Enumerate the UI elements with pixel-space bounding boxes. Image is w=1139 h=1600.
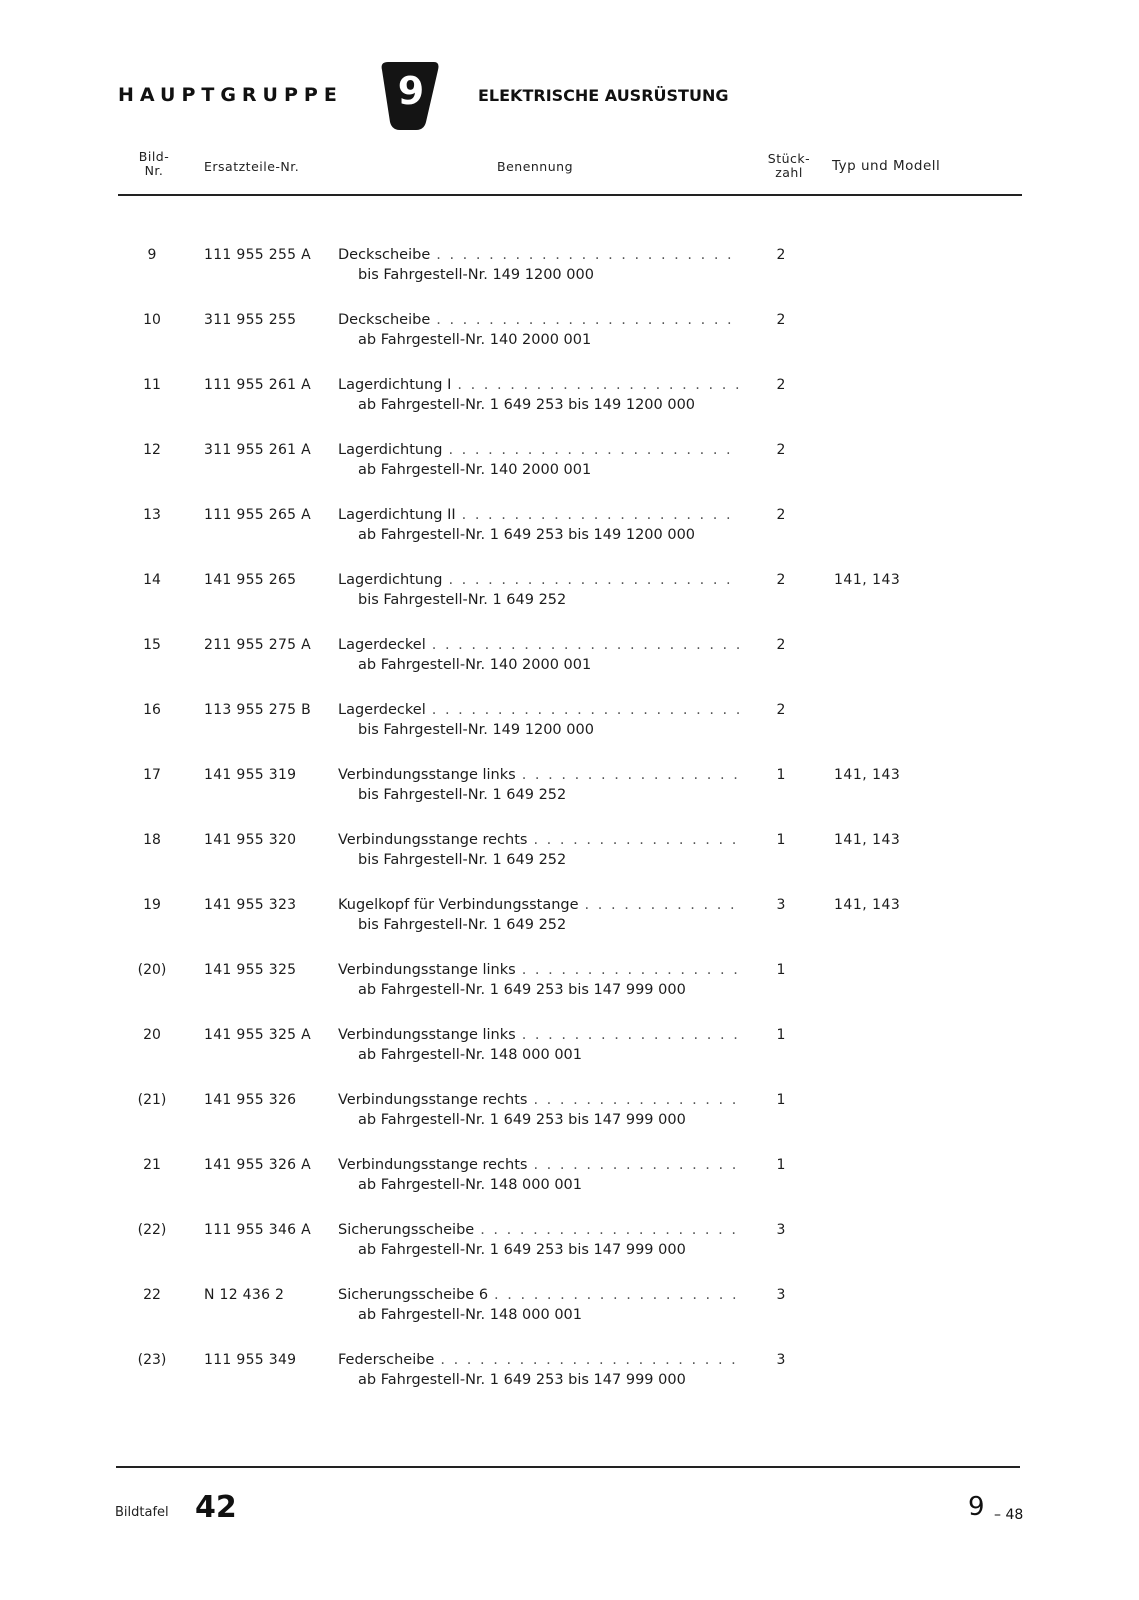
leader-dots [432,637,740,653]
col-header-bild-line2: Nr. [144,163,164,178]
plate-label: Bildtafel [115,1505,169,1520]
part-description [338,637,740,673]
leader-dots [480,1222,740,1238]
part-description [338,377,740,413]
type-model: 141, 143 [834,572,901,588]
leader-dots [522,1027,740,1043]
table-row [0,1287,1139,1337]
group-number-badge [380,56,442,132]
page-header [0,0,1139,200]
chassis-range-note: bis Fahrgestell-Nr. 1 649 252 [358,917,567,933]
bild-nr: 19 [143,897,161,913]
part-name: Deckscheibe [338,247,431,263]
leader-dots [533,1092,740,1108]
bild-nr: 22 [143,1287,161,1303]
part-number: 111 955 346 A [204,1222,311,1238]
table-row [0,897,1139,947]
part-description [338,507,740,543]
quantity: 1 [776,1092,786,1108]
bild-nr: 17 [143,767,161,783]
quantity: 3 [776,1352,786,1368]
part-description [338,962,740,998]
bild-nr: 14 [143,572,161,588]
part-description [338,572,740,608]
part-name: Verbindungsstange links [338,1027,516,1043]
table-row [0,832,1139,882]
chassis-range-note: ab Fahrgestell-Nr. 140 2000 001 [358,462,592,478]
part-description [338,442,740,478]
leader-dots [522,962,740,978]
part-number: 111 955 349 [204,1352,297,1368]
bild-nr: 9 [147,247,157,263]
part-number: 141 955 325 A [204,1027,311,1043]
part-number: 141 955 319 [204,767,297,783]
chassis-range-note: ab Fahrgestell-Nr. 148 000 001 [358,1047,583,1063]
part-description [338,1157,740,1193]
leader-dots [432,702,740,718]
part-description [338,1222,740,1258]
chassis-range-note: ab Fahrgestell-Nr. 140 2000 001 [358,332,592,348]
part-name: Verbindungsstange rechts [338,832,528,848]
part-name: Verbindungsstange rechts [338,1157,528,1173]
part-number: 311 955 261 A [204,442,311,458]
leader-dots [448,572,740,588]
type-model: 141, 143 [834,832,901,848]
leader-dots [457,377,740,393]
part-name: Lagerdichtung I [338,377,452,393]
quantity: 1 [776,1027,786,1043]
table-row [0,1092,1139,1142]
part-name: Deckscheibe [338,312,431,328]
part-description [338,702,740,738]
quantity: 2 [776,377,786,393]
part-number: 111 955 261 A [204,377,311,393]
part-number: 141 955 265 [204,572,297,588]
leader-dots [448,442,740,458]
table-row [0,1352,1139,1402]
group-title: HAUPTGRUPPE [118,84,343,106]
table-row [0,247,1139,297]
table-row [0,377,1139,427]
col-header-benennung: Benennung [497,159,574,174]
leader-dots [494,1287,740,1303]
part-name: Sicherungsscheibe [338,1222,475,1238]
part-description [338,1092,740,1128]
header-divider [118,194,1022,196]
table-row [0,507,1139,557]
part-number: N 12 436 2 [204,1287,285,1303]
part-description [338,1287,740,1323]
chassis-range-note: ab Fahrgestell-Nr. 1 649 253 bis 147 999 000 [358,1242,686,1258]
leader-dots [522,767,740,783]
quantity: 2 [776,312,786,328]
quantity: 3 [776,1222,786,1238]
quantity: 2 [776,442,786,458]
leader-dots [585,897,740,913]
part-name: Lagerdichtung [338,442,443,458]
chassis-range-note: ab Fahrgestell-Nr. 1 649 253 bis 149 1200 000 [358,397,696,413]
part-name: Sicherungsscheibe 6 [338,1287,489,1303]
bild-nr: 15 [143,637,161,653]
quantity: 2 [776,702,786,718]
quantity: 3 [776,1287,786,1303]
chassis-range-note: bis Fahrgestell-Nr. 1 649 252 [358,852,567,868]
part-name: Lagerdeckel [338,637,426,653]
quantity: 1 [776,1157,786,1173]
part-description [338,897,740,933]
part-name: Verbindungsstange links [338,962,516,978]
leader-dots [436,247,740,263]
quantity: 2 [776,507,786,523]
quantity: 2 [776,247,786,263]
part-name: Lagerdichtung II [338,507,456,523]
group-badge-icon [380,56,442,132]
table-row [0,1222,1139,1272]
part-number: 141 955 320 [204,832,297,848]
part-number: 141 955 323 [204,897,297,913]
part-number: 113 955 275 B [204,702,312,718]
col-header-stueck-line2: zahl [775,165,803,180]
table-row [0,767,1139,817]
leader-dots [440,1352,740,1368]
chassis-range-note: bis Fahrgestell-Nr. 1 649 252 [358,787,567,803]
chassis-range-note: ab Fahrgestell-Nr. 1 649 253 bis 147 999 000 [358,1372,686,1388]
table-row [0,637,1139,687]
table-row [0,962,1139,1012]
part-number: 111 955 265 A [204,507,311,523]
part-description [338,832,740,868]
type-model: 141, 143 [834,897,901,913]
bild-nr: 10 [143,312,161,328]
section-title: ELEKTRISCHE AUSRÜSTUNG [478,86,729,105]
table-row [0,312,1139,362]
part-name: Verbindungsstange rechts [338,1092,528,1108]
bild-nr: (22) [137,1222,167,1238]
chassis-range-note: bis Fahrgestell-Nr. 149 1200 000 [358,722,594,738]
col-header-bild-line1: Bild- [138,149,170,164]
footer-divider [116,1466,1020,1468]
table-row [0,442,1139,492]
group-number: 9 [397,69,425,113]
bild-nr: 16 [143,702,161,718]
bild-nr: 21 [143,1157,161,1173]
part-description [338,767,740,803]
bild-nr: 20 [143,1027,161,1043]
plate-number: 42 [195,1490,237,1525]
leader-dots [462,507,740,523]
bild-nr: (21) [137,1092,167,1108]
part-name: Lagerdeckel [338,702,426,718]
table-row [0,702,1139,752]
part-name: Federscheibe [338,1352,435,1368]
bild-nr: 18 [143,832,161,848]
col-header-stueckzahl [762,152,816,180]
part-name: Lagerdichtung [338,572,443,588]
page-number-sub: – 48 [994,1507,1024,1523]
chassis-range-note: ab Fahrgestell-Nr. 1 649 253 bis 147 999 000 [358,1112,686,1128]
part-name: Kugelkopf für Verbindungsstange [338,897,579,913]
chassis-range-note: ab Fahrgestell-Nr. 148 000 001 [358,1177,583,1193]
table-row [0,1027,1139,1077]
type-model: 141, 143 [834,767,901,783]
chassis-range-note: ab Fahrgestell-Nr. 1 649 253 bis 147 999 000 [358,982,686,998]
part-description [338,247,740,283]
chassis-range-note: ab Fahrgestell-Nr. 1 649 253 bis 149 1200 000 [358,527,696,543]
leader-dots [533,832,740,848]
bild-nr: 12 [143,442,161,458]
quantity: 3 [776,897,786,913]
leader-dots [436,312,740,328]
quantity: 2 [776,637,786,653]
quantity: 2 [776,572,786,588]
part-number: 111 955 255 A [204,247,311,263]
table-row [0,1157,1139,1207]
quantity: 1 [776,832,786,848]
col-header-ersatzteil: Ersatzteile-Nr. [204,159,300,174]
table-row [0,572,1139,622]
leader-dots [533,1157,740,1173]
chassis-range-note: ab Fahrgestell-Nr. 148 000 001 [358,1307,583,1323]
part-description [338,312,740,348]
col-header-bild [136,150,172,178]
part-name: Verbindungsstange links [338,767,516,783]
part-number: 141 955 325 [204,962,297,978]
col-header-typ: Typ und Modell [832,158,941,174]
part-description [338,1027,740,1063]
quantity: 1 [776,962,786,978]
part-number: 311 955 255 [204,312,297,328]
chassis-range-note: bis Fahrgestell-Nr. 1 649 252 [358,592,567,608]
quantity: 1 [776,767,786,783]
chassis-range-note: ab Fahrgestell-Nr. 140 2000 001 [358,657,592,673]
col-header-stueck-line1: Stück- [767,151,811,166]
chassis-range-note: bis Fahrgestell-Nr. 149 1200 000 [358,267,594,283]
bild-nr: (20) [137,962,167,978]
part-number: 211 955 275 A [204,637,311,653]
bild-nr: (23) [137,1352,167,1368]
bild-nr: 13 [143,507,161,523]
part-description [338,1352,740,1388]
part-number: 141 955 326 A [204,1157,311,1173]
page-number-main: 9 [968,1492,985,1522]
part-number: 141 955 326 [204,1092,297,1108]
bild-nr: 11 [143,377,161,393]
